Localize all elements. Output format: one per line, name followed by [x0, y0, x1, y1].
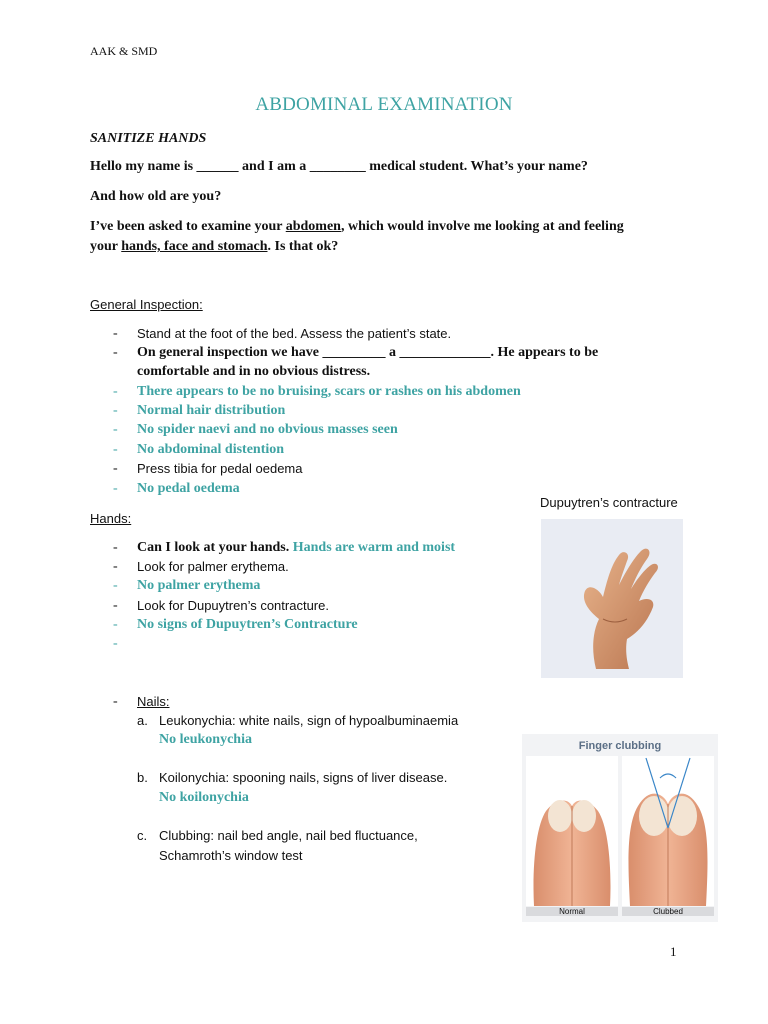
consent-text: I’ve been asked to examine your [90, 219, 286, 234]
general-finding-naevi: No spider naevi and no obvious masses seen [137, 422, 398, 437]
finger-clubbing-image [522, 734, 718, 922]
consent-text: . Is that ok? [267, 239, 339, 254]
consent-hands-face-stomach: hands, face and stomach [121, 239, 268, 254]
nails-koilonychia-text: Koilonychia: spooning nails, signs of liver disease. [159, 770, 448, 785]
nails-label-b: b. [137, 770, 148, 785]
sanitize-hands-heading: SANITIZE HANDS [90, 131, 207, 146]
bullet-dash: - [113, 384, 118, 399]
bullet-dash: - [113, 326, 118, 341]
clubbing-title: Finger clubbing [578, 740, 662, 752]
clubbing-clubbed-label: Clubbed [622, 907, 714, 916]
general-inspection-heading: General Inspection: [90, 297, 203, 312]
page-number: 1 [670, 944, 677, 959]
bullet-dash: - [113, 636, 118, 651]
bullet-dash: - [113, 617, 118, 632]
intro-consent-line1 [90, 218, 624, 235]
hands-item-palmer: Look for palmer erythema. [137, 559, 289, 574]
hands-item-dupuytren: Look for Dupuytren’s contracture. [137, 598, 329, 613]
nails-schamroth-text: Schamroth’s window test [159, 848, 303, 863]
general-item-tibia: Press tibia for pedal oedema [137, 461, 303, 476]
consent-text: your [90, 239, 122, 254]
general-finding-distention: No abdominal distention [137, 442, 285, 457]
nails-leukonychia-text: Leukonychia: white nails, sign of hypoalbuminaemia [159, 713, 459, 728]
general-item-comfortable: comfortable and in no obvious distress. [137, 364, 371, 379]
hands-finding-warm: Hands are warm and moist [289, 540, 456, 555]
general-finding-bruising: There appears to be no bruising, scars or rashes on his abdomen [137, 384, 521, 399]
bullet-dash: - [113, 481, 118, 496]
bullet-dash: - [113, 694, 118, 709]
general-finding-hair: Normal hair distribution [137, 403, 286, 418]
finger-clubbing-icon [526, 756, 714, 906]
bullet-dash: - [113, 559, 118, 574]
intro-consent-line2 [90, 238, 338, 255]
general-finding-oedema: No pedal oedema [137, 481, 240, 496]
consent-text: , which would involve me looking at and feeling [340, 219, 624, 234]
page-title: ABDOMINAL EXAMINATION [255, 94, 513, 115]
nails-koilonychia-finding: No koilonychia [159, 790, 249, 805]
nails-clubbing-text: Clubbing: nail bed angle, nail bed fluctuance, [159, 828, 418, 843]
nails-label-c: c. [137, 828, 148, 843]
bullet-dash: - [113, 442, 118, 457]
general-item-inspection: On general inspection we have _________ a _____________. He appears to be [137, 345, 599, 360]
bullet-dash: - [113, 598, 118, 613]
bullet-dash: - [113, 540, 118, 555]
bullet-dash: - [113, 403, 118, 418]
hands-heading: Hands: [90, 511, 132, 526]
general-item-stand: Stand at the foot of the bed. Assess the patient’s state. [137, 326, 452, 341]
dupuytren-caption: Dupuytren’s contracture [540, 495, 678, 510]
hands-finding-dupuytren: No signs of Dupuytren’s Contracture [137, 617, 358, 632]
hand-contracture-icon [541, 519, 683, 678]
bullet-dash: - [113, 578, 118, 593]
nails-heading: Nails: [137, 694, 170, 709]
header-initials: AAK & SMD [90, 44, 158, 58]
nails-leukonychia-finding: No leukonychia [159, 732, 252, 747]
hands-finding-palmer: No palmer erythema [137, 578, 261, 593]
intro-age-question: And how old are you? [90, 189, 222, 204]
hands-look-question: Can I look at your hands. [137, 540, 290, 555]
bullet-dash: - [113, 461, 118, 476]
dupuytren-image [541, 519, 683, 678]
bullet-dash: - [113, 422, 118, 437]
clubbing-normal-label: Normal [526, 907, 618, 916]
hands-look-line [137, 540, 455, 556]
bullet-dash: - [113, 345, 118, 360]
intro-greeting: Hello my name is ______ and I am a ________ medical student. What’s your name? [90, 159, 588, 174]
nails-label-a: a. [137, 713, 148, 728]
consent-abdomen: abdomen [285, 219, 341, 234]
